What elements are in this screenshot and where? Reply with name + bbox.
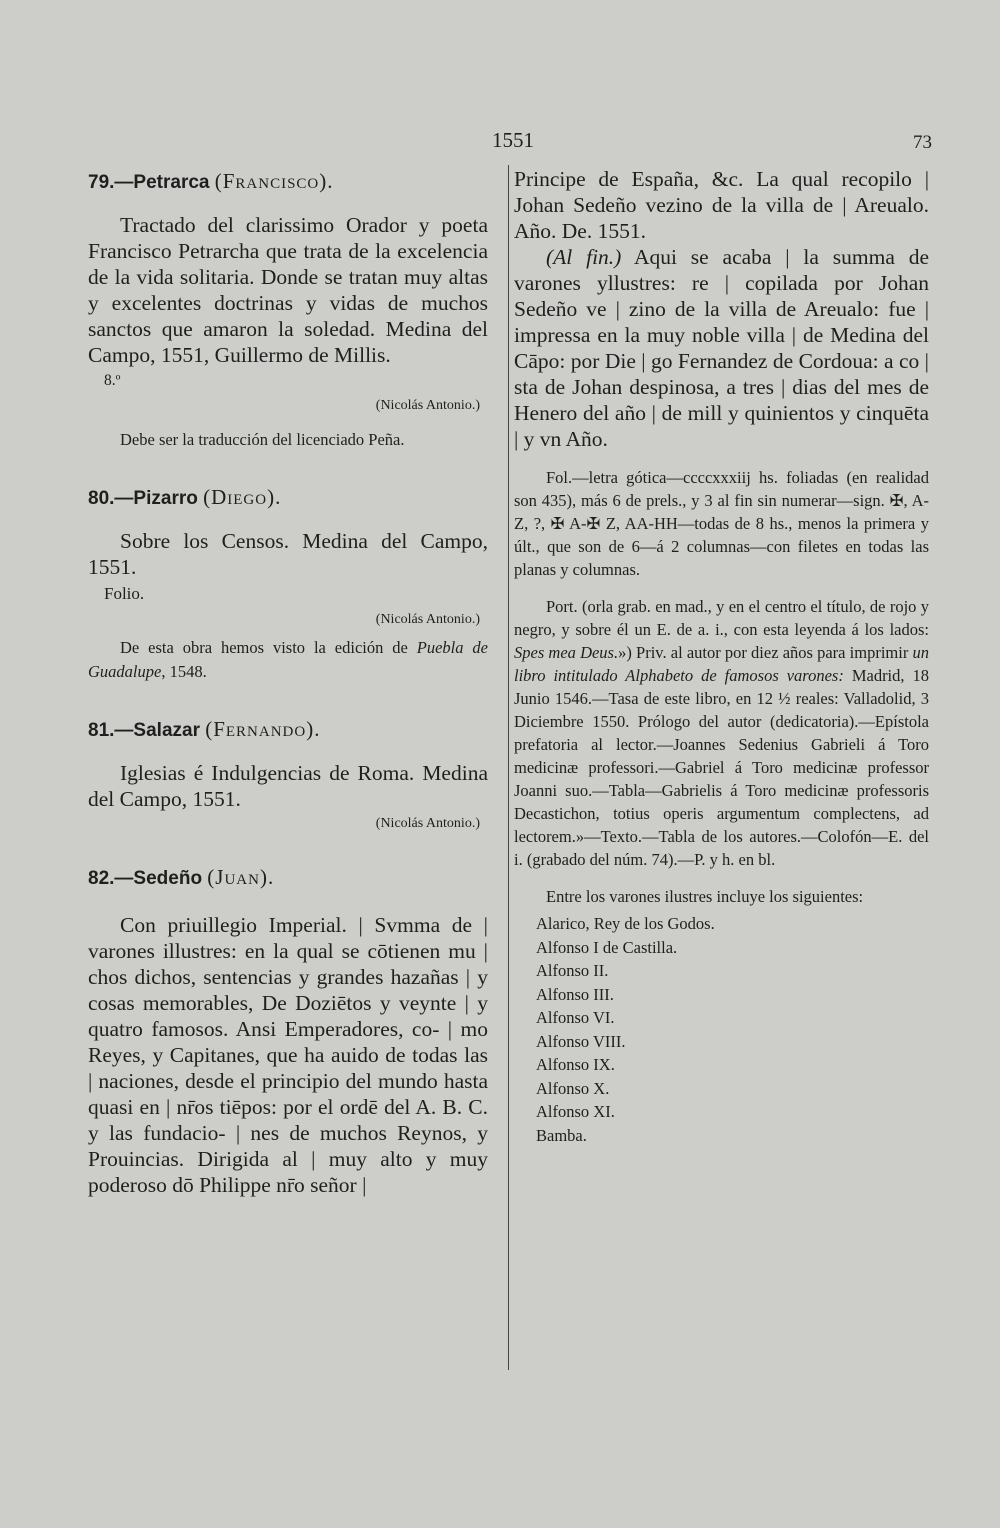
author-given-name: (Francisco). <box>214 169 334 193</box>
entry-number: 82.— <box>88 868 134 889</box>
entry-format: 8.º <box>104 372 121 389</box>
list-item: Alfonso I de Castilla. <box>536 937 678 957</box>
entry-number: 80.— <box>88 488 134 509</box>
entry-title: Con priuillegio Imperial. | Svmma de | varones illustres: en la qual se cōtienen mu | chos dichos, sentencias y grandes hazañas | y cosas memorables, De Doziētos y veynte | y quatro famosos. Ansi Emperadores, co- | mo Reyes, y Capitanes, que ha auido de todas las | naciones, desde el principio del mundo hasta quasi en | nr̄os tiēpos: por el ordē del A. B. C. y las fundacio- | nes de muchos Reynos, y Prouincias. Dirigida al | muy alto y muy poderoso dō Philippe nr̄o señor | <box>88 913 488 1197</box>
entry-format: Folio. <box>104 584 145 603</box>
colophon-text <box>514 244 929 452</box>
list-item: Alfonso X. <box>536 1078 610 1098</box>
right-column <box>514 166 929 1147</box>
list-intro: Entre los varones ilustres incluye los siguientes: <box>546 887 864 906</box>
list-item: Bamba. <box>536 1125 587 1145</box>
list-item: Alfonso II. <box>536 961 609 980</box>
note-text-end: , 1548. <box>161 662 207 681</box>
list-item: Alfonso IX. <box>536 1055 615 1074</box>
colophon-label: (Al fin.) <box>546 245 622 269</box>
note-italic-place: Puebla de Guadalupe <box>88 638 488 681</box>
list-item: Alfonso III. <box>536 984 614 1004</box>
entry-title: Sobre los Censos. Medina del Campo, 1551. <box>88 529 488 579</box>
author-surname: Petrarca <box>133 172 210 193</box>
entry-heading <box>88 862 488 894</box>
entry-note: Debe ser la traducción del licenciado Peña. <box>120 430 405 449</box>
entry-title: Iglesias é Indulgencias de Roma. Medina del Campo, 1551. <box>88 761 488 811</box>
entry-79 <box>88 166 488 452</box>
entry-source: (Nicolás Antonio.) <box>375 816 480 831</box>
author-surname: Pizarro <box>133 488 198 509</box>
description-motto: Spes mea Deus. <box>514 643 619 662</box>
description <box>514 595 929 871</box>
description-part: Madrid, 18 Junio 1546.—Tasa de este libro, en 12 ½ reales: Valladolid, 3 Diciembre 1550. Prólogo del autor (dedicatoria).—Epístola prefatoria al lector.—Joannes Sedenius Gabrieli á Toro medicinæ professori.—Gabriel á Toro medicinæ professor Joanni suo.—Tabla—Gabrielis á Toro medicinæ professoris Decastichon, totius operis argumentum complectens, ad lectorem.»—Texto.—Tabla de los autores.—Colofón—E. del i. (grabado del núm. 74).—P. y h. en bl. <box>514 666 929 869</box>
description-part: ») Priv. al autor por diez años para imprimir <box>618 643 913 662</box>
list-item: Alfonso VI. <box>536 1008 615 1027</box>
entry-note <box>88 636 488 684</box>
entry-source: (Nicolás Antonio.) <box>375 612 480 627</box>
list-item: Alfonso XI. <box>536 1102 615 1121</box>
entry-82 <box>88 862 488 1198</box>
entry-80 <box>88 482 488 684</box>
entry-title: Tractado del clarissimo Orador y poeta Francisco Petrarcha que trata de la excelencia de la vida solitaria. Donde se tratan muy altas y excelentes doctrinas y vidas de muchos sanctos que amaron la soledad. Medina del Campo, 1551, Guillermo de Millis. <box>88 213 488 367</box>
description-part: Port. (orla grab. en mad., y en el centro el título, de rojo y negro, y sobre él un E. de a. i., con esta leyenda á los lados: <box>514 597 929 639</box>
column-divider <box>508 165 509 1370</box>
description-book-title: un libro intitulado Alphabeto de famosos varones: <box>514 643 929 685</box>
entry-heading <box>88 166 488 198</box>
colophon-body: Aqui se acaba | la summa de varones yllustres: re | copilada por Johan Sedeño ve | zino de la villa de Areualo: fue | impressa en la muy noble villa | de Medina del Cāpo: por Die | go Fernandez de Cordoua: a co | sta de Johan despinosa, a tres | dias del mes de Henero del año | de mill y quinientos y cinquēta | y vn Año. <box>514 245 929 451</box>
list-item: Alfonso VIII. <box>536 1031 626 1051</box>
entry-source: (Nicolás Antonio.) <box>375 398 480 413</box>
collation: Fol.—letra gótica—ccccxxxiij hs. foliadas (en realidad son 435), más 6 de prels., y 3 al fin sin numerar—sign. ✠, A-Z, ?, ✠ A-✠ Z, AA-HH—todas de 8 hs., menos la primera y últ., que son de 6—á 2 columnas—con filetes en todas las planas y columnas. <box>514 468 929 579</box>
note-text: De esta obra hemos visto la edición de <box>120 638 417 657</box>
title-continuation: Principe de España, &c. La qual recopilo | Johan Sedeño vezino de la villa de | Areualo. Año. De. 1551. <box>514 167 929 243</box>
names-list <box>514 912 929 1147</box>
author-surname: Salazar <box>133 720 200 741</box>
author-given-name: (Diego). <box>203 485 282 509</box>
page-number: 73 <box>913 132 932 153</box>
author-surname: Sedeño <box>133 868 203 889</box>
entry-number: 79.— <box>88 172 134 193</box>
left-column <box>88 166 488 1198</box>
entry-heading <box>88 482 488 514</box>
page-header <box>0 128 1000 158</box>
entry-heading <box>88 714 488 746</box>
entry-81 <box>88 714 488 832</box>
entry-number: 81.— <box>88 720 134 741</box>
list-item: Alarico, Rey de los Godos. <box>536 914 715 933</box>
running-head-year: 1551 <box>492 128 534 152</box>
author-given-name: (Juan). <box>207 865 275 889</box>
author-given-name: (Fernando). <box>205 717 321 741</box>
